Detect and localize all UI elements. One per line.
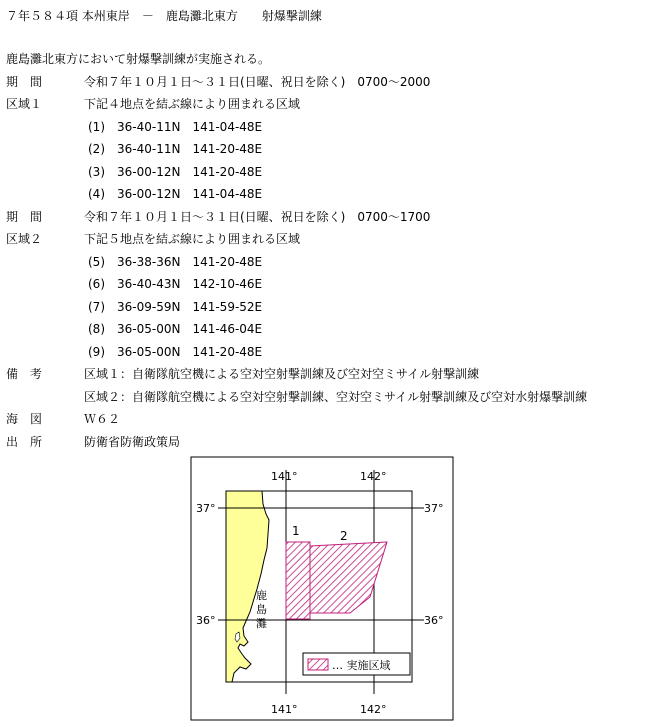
area1-label: 区域１ (6, 97, 43, 111)
period1-label: 期 間 (6, 75, 43, 89)
area-map (190, 456, 454, 721)
period2-value: 令和７年１０月１日～３１日(日曜、祝日を除く) 0700～1700 (84, 210, 431, 224)
remarks-label: 備 考 (6, 367, 43, 381)
lat-label-37-left: 37° (196, 502, 216, 515)
lon-label-142-bottom: 142° (360, 703, 387, 716)
lon-label-141-top: 141° (271, 470, 298, 483)
remarks-area1: 区域１：自衛隊航空機による空対空射撃訓練及び空対空ミサイル射撃訓練 (84, 367, 480, 381)
period1-value: 令和７年１０月１日～３１日(日曜、祝日を除く) 0700～2000 (84, 75, 431, 89)
notice-title: ７年５８４項 本州東岸 － 鹿島灘北東方 射爆撃訓練 (6, 9, 322, 23)
lat-label-36-right: 36° (424, 614, 444, 627)
source-label: 出 所 (6, 435, 43, 449)
lon-label-142-top: 142° (360, 470, 387, 483)
area2-map-label: 2 (340, 529, 348, 543)
chart-label: 海 図 (6, 412, 43, 426)
area2-desc: 下記５地点を結ぶ線により囲まれる区域 (84, 232, 301, 246)
area2-label: 区域２ (6, 232, 43, 246)
lat-label-37-right: 37° (424, 502, 444, 515)
remarks-area2: 区域２：自衛隊航空機による空対空射撃訓練、空対空ミサイル射撃訓練及び空対水射爆撃訓練 (84, 390, 588, 404)
chart-value: Ｗ６２ (84, 412, 121, 426)
area1-map-label: 1 (292, 524, 300, 538)
area1-desc: 下記４地点を結ぶ線により囲まれる区域 (84, 97, 301, 111)
legend-swatch (308, 659, 328, 670)
period2-label: 期 間 (6, 210, 43, 224)
legend-label: … 実施区域 (332, 659, 391, 672)
place-label-char: 灘 (256, 617, 267, 630)
source-value: 防衛省防衛政策局 (84, 435, 181, 449)
place-label-char: 島 (256, 603, 267, 616)
lon-label-141-bottom: 141° (271, 703, 298, 716)
lat-label-36-left: 36° (196, 614, 216, 627)
place-label-char: 鹿 (256, 589, 267, 602)
area1-polygon (286, 542, 310, 619)
notice-intro: 鹿島灘北東方において射爆撃訓練が実施される。 (6, 52, 271, 66)
